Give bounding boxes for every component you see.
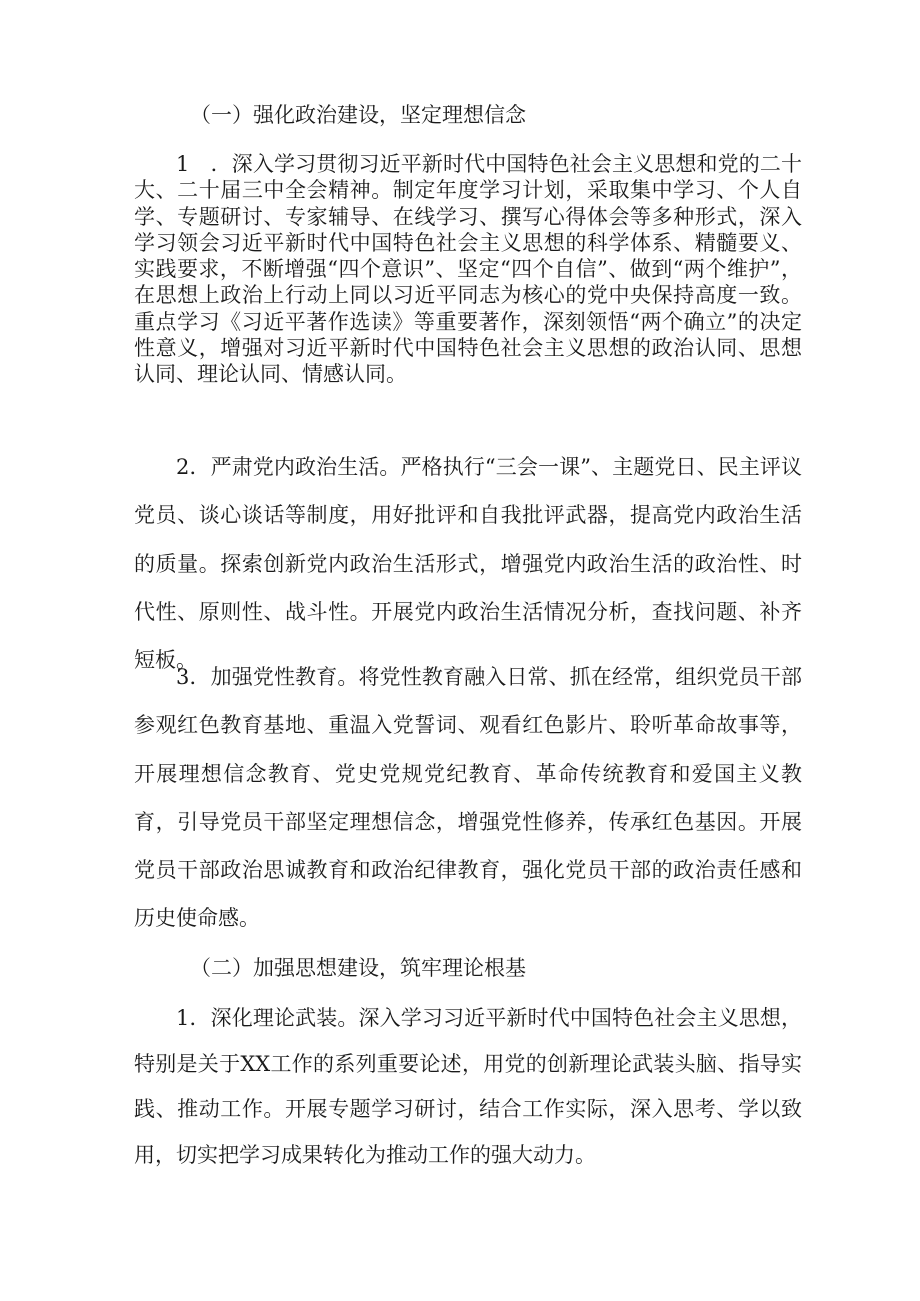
section-heading-1: （一）强化政治建设，坚定理想信念 — [190, 103, 526, 127]
section-1-paragraph-3: 3．加强党性教育。将党性教育融入日常、抓在经常，组织党员干部参观红色教育基地、重温入党誓词、观看红色影片、聆听革命故事等，开展理想信念教育、党史党规党纪教育、革命传统教育和爱国主义教育，引导党员干部坚定理想信念，增强党性修养，传承红色基因。开展党员干部政治思诚教育和政治纪律教育，强化党员干部的政治责任感和历史使命感。 — [134, 665, 802, 931]
section-2-paragraph-1: 1．深化理论武装。深入学习习近平新时代中国特色社会主义思想，特别是关于XX工作的系列重要论述，用党的创新理论武装头脑、指导实践、推动工作。开展专题学习研讨，结合工作实际，深入思考、学以致用，切实把学习成果转化为推动工作的强大动力。 — [134, 1006, 802, 1167]
section-1-paragraph-2: 2．严肃党内政治生活。严格执行“三会一课”、主题党日、民主评议党员、谈心谈话等制度，用好批评和自我批评武器，提高党内政治生活的质量。探索创新党内政治生活形式，增强党内政治生活的政治性、时代性、原则性、战斗性。开展党内政治生活情况分析，查找问题、补齐短板。 — [134, 455, 802, 673]
section-heading-2: （二）加强思想建设，筑牢理论根基 — [190, 956, 526, 980]
section-1-paragraph-1: 1 ．深入学习贯彻习近平新时代中国特色社会主义思想和党的二十大、二十届三中全会精神。制定年度学习计划，采取集中学习、个人自学、专题研讨、专家辅导、在线学习、撰写心得体会等多种形式，深入学习领会习近平新时代中国特色社会主义思想的科学体系、精髓要义、实践要求，不断增强“四个意识”、坚定“四个自信”、做到“两个维护”，在思想上政治上行动上同以习近平同志为核心的党中央保持高度一致。重点学习《习近平著作选读》等重要著作，深刻领悟“两个确立”的决定性意义，增强对习近平新时代中国特色社会主义思想的政治认同、思想认同、理论认同、情感认同。 — [134, 152, 802, 387]
